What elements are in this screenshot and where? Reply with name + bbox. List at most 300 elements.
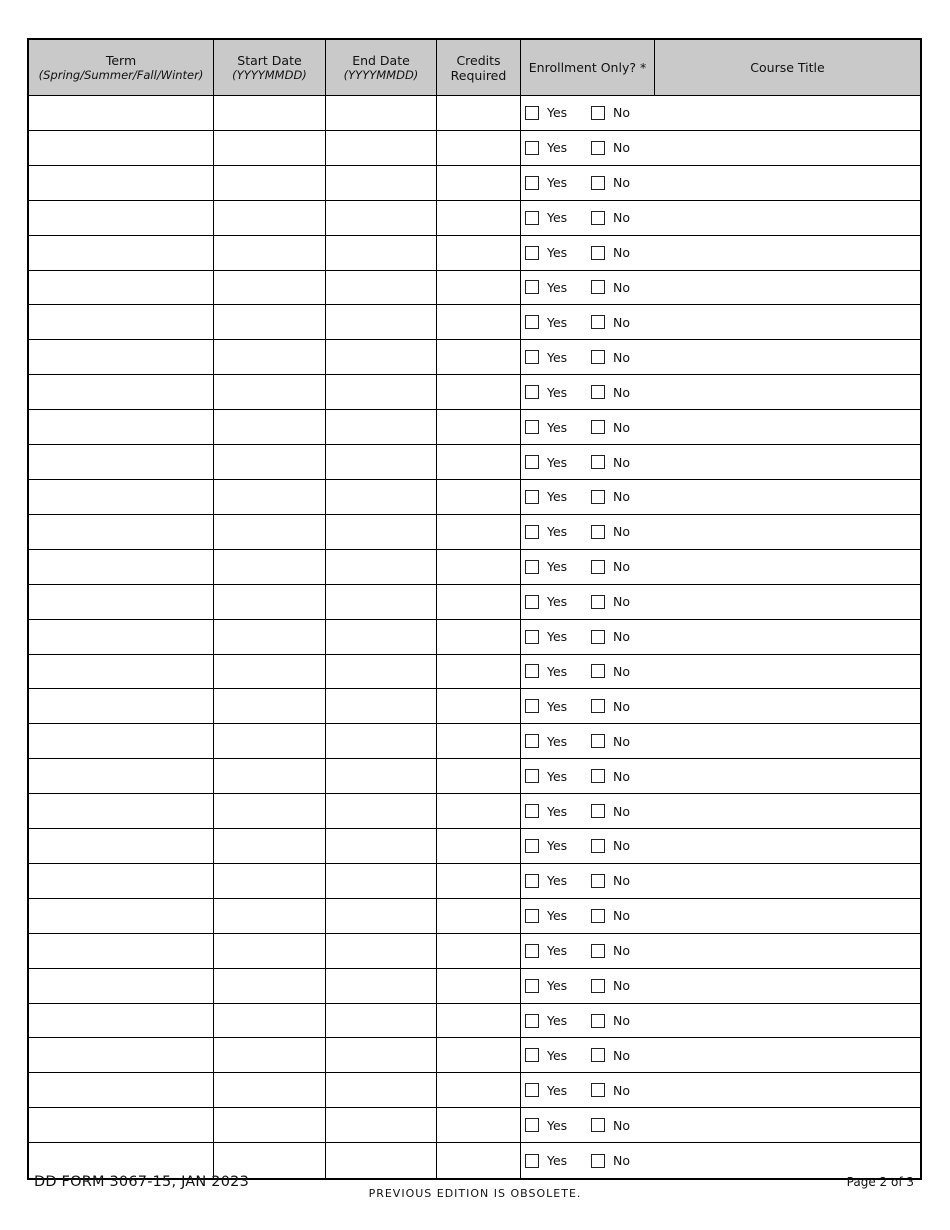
no-checkbox[interactable] — [591, 211, 605, 225]
yes-option[interactable] — [525, 629, 591, 644]
end-date-field[interactable] — [326, 724, 437, 758]
term-field[interactable] — [29, 1038, 214, 1072]
no-option[interactable] — [591, 594, 630, 609]
no-checkbox[interactable] — [591, 769, 605, 783]
credits-field[interactable] — [437, 271, 521, 305]
enrollment-cell — [521, 236, 920, 270]
yes-checkbox[interactable] — [525, 176, 539, 190]
no-option[interactable] — [591, 629, 630, 644]
end-date-field[interactable] — [326, 620, 437, 654]
start-date-field[interactable] — [214, 724, 326, 758]
start-date-field[interactable] — [214, 759, 326, 793]
yes-option[interactable] — [525, 105, 591, 120]
enrollment-cell — [521, 689, 920, 723]
no-option[interactable] — [591, 1118, 630, 1133]
term-field[interactable] — [29, 899, 214, 933]
no-checkbox[interactable] — [591, 385, 605, 399]
credits-field[interactable] — [437, 794, 521, 828]
end-date-field[interactable] — [326, 305, 437, 339]
no-option[interactable] — [591, 873, 630, 888]
credits-field[interactable] — [437, 724, 521, 758]
enrollment-cell — [521, 1143, 920, 1178]
no-option[interactable] — [591, 175, 630, 190]
yes-option[interactable] — [525, 350, 591, 365]
credits-field[interactable] — [437, 201, 521, 235]
no-option[interactable] — [591, 664, 630, 679]
credits-field[interactable] — [437, 585, 521, 619]
yes-checkbox[interactable] — [525, 455, 539, 469]
table-row — [29, 271, 920, 306]
table-row — [29, 480, 920, 515]
start-date-field[interactable] — [214, 515, 326, 549]
yes-checkbox[interactable] — [525, 1014, 539, 1028]
term-field[interactable] — [29, 759, 214, 793]
credits-field[interactable] — [437, 1108, 521, 1142]
start-date-field[interactable] — [214, 480, 326, 514]
yes-option[interactable] — [525, 315, 591, 330]
no-checkbox[interactable] — [591, 839, 605, 853]
no-checkbox[interactable] — [591, 176, 605, 190]
end-date-field[interactable] — [326, 96, 437, 130]
start-date-field[interactable] — [214, 689, 326, 723]
yes-label: Yes — [547, 978, 568, 994]
yes-checkbox[interactable] — [525, 979, 539, 993]
no-checkbox[interactable] — [591, 1154, 605, 1168]
enrollment-cell — [521, 1038, 920, 1072]
term-field[interactable] — [29, 585, 214, 619]
no-checkbox[interactable] — [591, 315, 605, 329]
yes-checkbox[interactable] — [525, 141, 539, 155]
no-checkbox[interactable] — [591, 455, 605, 469]
credits-field[interactable] — [437, 515, 521, 549]
no-option[interactable] — [591, 1013, 630, 1028]
credits-field[interactable] — [437, 1073, 521, 1107]
table-row — [29, 1038, 920, 1073]
term-field[interactable] — [29, 1108, 214, 1142]
no-option[interactable] — [591, 420, 630, 435]
yes-label: Yes — [547, 698, 568, 714]
yes-option[interactable] — [525, 1153, 591, 1168]
no-option[interactable] — [591, 699, 630, 714]
no-option[interactable] — [591, 455, 630, 470]
yes-checkbox[interactable] — [525, 490, 539, 504]
yes-label: Yes — [547, 489, 568, 505]
no-label: No — [613, 454, 630, 470]
end-date-field[interactable] — [326, 899, 437, 933]
no-checkbox[interactable] — [591, 560, 605, 574]
no-checkbox[interactable] — [591, 804, 605, 818]
header-credits — [437, 40, 521, 95]
no-label: No — [613, 733, 630, 749]
start-date-field[interactable] — [214, 1143, 326, 1178]
enrollment-cell — [521, 480, 920, 514]
start-date-field[interactable] — [214, 445, 326, 479]
yes-option[interactable] — [525, 280, 591, 295]
yes-checkbox[interactable] — [525, 560, 539, 574]
table-body — [29, 96, 920, 1178]
header-end-label: End Date — [352, 52, 410, 68]
yes-option[interactable] — [525, 210, 591, 225]
end-date-field[interactable] — [326, 480, 437, 514]
yes-checkbox[interactable] — [525, 769, 539, 783]
yes-checkbox[interactable] — [525, 874, 539, 888]
yes-checkbox[interactable] — [525, 525, 539, 539]
no-checkbox[interactable] — [591, 699, 605, 713]
term-field[interactable] — [29, 236, 214, 270]
page-number: Page 2 of 3 — [846, 1175, 914, 1189]
no-label: No — [613, 1153, 630, 1169]
credits-field[interactable] — [437, 759, 521, 793]
end-date-field[interactable] — [326, 655, 437, 689]
no-checkbox[interactable] — [591, 734, 605, 748]
yes-option[interactable] — [525, 978, 591, 993]
credits-field[interactable] — [437, 655, 521, 689]
header-credits-line2: Required — [450, 67, 507, 83]
credits-field[interactable] — [437, 410, 521, 444]
no-label: No — [613, 559, 630, 575]
start-date-field[interactable] — [214, 271, 326, 305]
credits-field[interactable] — [437, 445, 521, 479]
no-checkbox[interactable] — [591, 909, 605, 923]
start-date-field[interactable] — [214, 96, 326, 130]
yes-option[interactable] — [525, 734, 591, 749]
term-field[interactable] — [29, 829, 214, 863]
yes-label: Yes — [547, 384, 568, 400]
start-date-field[interactable] — [214, 794, 326, 828]
no-option[interactable] — [591, 1153, 630, 1168]
no-option[interactable] — [591, 315, 630, 330]
term-field[interactable] — [29, 305, 214, 339]
no-label: No — [613, 908, 630, 924]
term-field[interactable] — [29, 515, 214, 549]
no-option[interactable] — [591, 769, 630, 784]
yes-checkbox[interactable] — [525, 385, 539, 399]
yes-checkbox[interactable] — [525, 734, 539, 748]
term-field[interactable] — [29, 689, 214, 723]
term-field[interactable] — [29, 410, 214, 444]
start-date-field[interactable] — [214, 305, 326, 339]
end-date-field[interactable] — [326, 794, 437, 828]
yes-checkbox[interactable] — [525, 106, 539, 120]
yes-option[interactable] — [525, 664, 591, 679]
start-date-field[interactable] — [214, 585, 326, 619]
term-field[interactable] — [29, 375, 214, 409]
yes-checkbox[interactable] — [525, 839, 539, 853]
header-enrollment-label: Enrollment Only? * — [528, 60, 647, 75]
term-field[interactable] — [29, 1143, 214, 1178]
term-field[interactable] — [29, 271, 214, 305]
end-date-field[interactable] — [326, 1143, 437, 1178]
credits-field[interactable] — [437, 829, 521, 863]
term-field[interactable] — [29, 969, 214, 1003]
no-option[interactable] — [591, 804, 630, 819]
no-option[interactable] — [591, 280, 630, 295]
credits-field[interactable] — [437, 934, 521, 968]
credits-field[interactable] — [437, 550, 521, 584]
yes-label: Yes — [547, 419, 568, 435]
yes-checkbox[interactable] — [525, 315, 539, 329]
enrollment-cell — [521, 410, 920, 444]
no-option[interactable] — [591, 140, 630, 155]
credits-field[interactable] — [437, 375, 521, 409]
yes-label: Yes — [547, 803, 568, 819]
table-row — [29, 1073, 920, 1108]
yes-checkbox[interactable] — [525, 699, 539, 713]
term-field[interactable] — [29, 480, 214, 514]
term-field[interactable] — [29, 201, 214, 235]
end-date-field[interactable] — [326, 201, 437, 235]
yes-label: Yes — [547, 349, 568, 365]
no-checkbox[interactable] — [591, 420, 605, 434]
term-field[interactable] — [29, 794, 214, 828]
no-checkbox[interactable] — [591, 280, 605, 294]
no-option[interactable] — [591, 1083, 630, 1098]
no-label: No — [613, 1013, 630, 1029]
no-checkbox[interactable] — [591, 525, 605, 539]
table-row — [29, 934, 920, 969]
end-date-field[interactable] — [326, 864, 437, 898]
yes-option[interactable] — [525, 489, 591, 504]
no-option[interactable] — [591, 105, 630, 120]
start-date-field[interactable] — [214, 620, 326, 654]
yes-checkbox[interactable] — [525, 211, 539, 225]
yes-option[interactable] — [525, 769, 591, 784]
no-checkbox[interactable] — [591, 1014, 605, 1028]
start-date-field[interactable] — [214, 375, 326, 409]
end-date-field[interactable] — [326, 166, 437, 200]
end-date-field[interactable] — [326, 410, 437, 444]
yes-option[interactable] — [525, 385, 591, 400]
term-field[interactable] — [29, 724, 214, 758]
yes-checkbox[interactable] — [525, 804, 539, 818]
yes-label: Yes — [547, 314, 568, 330]
no-checkbox[interactable] — [591, 1048, 605, 1062]
yes-checkbox[interactable] — [525, 280, 539, 294]
no-option[interactable] — [591, 734, 630, 749]
yes-checkbox[interactable] — [525, 1154, 539, 1168]
yes-checkbox[interactable] — [525, 1048, 539, 1062]
end-date-field[interactable] — [326, 759, 437, 793]
yes-option[interactable] — [525, 838, 591, 853]
term-field[interactable] — [29, 96, 214, 130]
no-checkbox[interactable] — [591, 630, 605, 644]
credits-field[interactable] — [437, 1004, 521, 1038]
start-date-field[interactable] — [214, 410, 326, 444]
end-date-field[interactable] — [326, 829, 437, 863]
start-date-field[interactable] — [214, 969, 326, 1003]
term-field[interactable] — [29, 131, 214, 165]
start-date-field[interactable] — [214, 236, 326, 270]
yes-checkbox[interactable] — [525, 350, 539, 364]
yes-option[interactable] — [525, 245, 591, 260]
no-option[interactable] — [591, 1048, 630, 1063]
start-date-field[interactable] — [214, 131, 326, 165]
credits-field[interactable] — [437, 340, 521, 374]
term-field[interactable] — [29, 340, 214, 374]
table-row — [29, 550, 920, 585]
no-option[interactable] — [591, 838, 630, 853]
end-date-field[interactable] — [326, 969, 437, 1003]
end-date-field[interactable] — [326, 375, 437, 409]
table-row — [29, 1004, 920, 1039]
credits-field[interactable] — [437, 480, 521, 514]
term-field[interactable] — [29, 655, 214, 689]
no-checkbox[interactable] — [591, 979, 605, 993]
no-checkbox[interactable] — [591, 1118, 605, 1132]
end-date-field[interactable] — [326, 515, 437, 549]
no-checkbox[interactable] — [591, 141, 605, 155]
end-date-field[interactable] — [326, 689, 437, 723]
term-field[interactable] — [29, 1073, 214, 1107]
header-course-title — [655, 40, 920, 95]
no-checkbox[interactable] — [591, 246, 605, 260]
yes-checkbox[interactable] — [525, 420, 539, 434]
term-field[interactable] — [29, 620, 214, 654]
start-date-field[interactable] — [214, 340, 326, 374]
no-checkbox[interactable] — [591, 595, 605, 609]
term-field[interactable] — [29, 1004, 214, 1038]
end-date-field[interactable] — [326, 236, 437, 270]
credits-field[interactable] — [437, 899, 521, 933]
credits-field[interactable] — [437, 864, 521, 898]
no-option[interactable] — [591, 489, 630, 504]
no-option[interactable] — [591, 210, 630, 225]
yes-option[interactable] — [525, 1048, 591, 1063]
enrollment-cell — [521, 515, 920, 549]
no-checkbox[interactable] — [591, 1083, 605, 1097]
end-date-field[interactable] — [326, 550, 437, 584]
yes-option[interactable] — [525, 594, 591, 609]
end-date-field[interactable] — [326, 934, 437, 968]
yes-checkbox[interactable] — [525, 664, 539, 678]
credits-field[interactable] — [437, 1038, 521, 1072]
no-option[interactable] — [591, 943, 630, 958]
yes-option[interactable] — [525, 1083, 591, 1098]
start-date-field[interactable] — [214, 1004, 326, 1038]
start-date-field[interactable] — [214, 655, 326, 689]
term-field[interactable] — [29, 445, 214, 479]
yes-option[interactable] — [525, 908, 591, 923]
yes-option[interactable] — [525, 140, 591, 155]
no-option[interactable] — [591, 559, 630, 574]
table-row — [29, 201, 920, 236]
no-option[interactable] — [591, 385, 630, 400]
enrollment-cell — [521, 655, 920, 689]
start-date-field[interactable] — [214, 550, 326, 584]
yes-option[interactable] — [525, 559, 591, 574]
credits-field[interactable] — [437, 969, 521, 1003]
start-date-field[interactable] — [214, 1108, 326, 1142]
yes-label: Yes — [547, 733, 568, 749]
no-checkbox[interactable] — [591, 944, 605, 958]
credits-field[interactable] — [437, 166, 521, 200]
no-label: No — [613, 279, 630, 295]
yes-checkbox[interactable] — [525, 246, 539, 260]
yes-option[interactable] — [525, 455, 591, 470]
end-date-field[interactable] — [326, 131, 437, 165]
table-row — [29, 305, 920, 340]
yes-checkbox[interactable] — [525, 944, 539, 958]
no-option[interactable] — [591, 245, 630, 260]
start-date-field[interactable] — [214, 1073, 326, 1107]
end-date-field[interactable] — [326, 585, 437, 619]
no-checkbox[interactable] — [591, 664, 605, 678]
yes-checkbox[interactable] — [525, 630, 539, 644]
term-field[interactable] — [29, 934, 214, 968]
term-field[interactable] — [29, 550, 214, 584]
yes-option[interactable] — [525, 420, 591, 435]
credits-field[interactable] — [437, 1143, 521, 1178]
end-date-field[interactable] — [326, 340, 437, 374]
end-date-field[interactable] — [326, 1004, 437, 1038]
table-row — [29, 1143, 920, 1178]
credits-field[interactable] — [437, 236, 521, 270]
enrollment-cell — [521, 445, 920, 479]
no-option[interactable] — [591, 908, 630, 923]
no-checkbox[interactable] — [591, 874, 605, 888]
yes-label: Yes — [547, 1082, 568, 1098]
credits-field[interactable] — [437, 620, 521, 654]
term-field[interactable] — [29, 166, 214, 200]
header-start-date — [214, 40, 326, 95]
start-date-field[interactable] — [214, 864, 326, 898]
credits-field[interactable] — [437, 96, 521, 130]
table-row — [29, 1108, 920, 1143]
credits-field[interactable] — [437, 689, 521, 723]
no-checkbox[interactable] — [591, 350, 605, 364]
end-date-field[interactable] — [326, 271, 437, 305]
yes-option[interactable] — [525, 524, 591, 539]
yes-option[interactable] — [525, 873, 591, 888]
yes-option[interactable] — [525, 943, 591, 958]
yes-label: Yes — [547, 245, 568, 261]
yes-checkbox[interactable] — [525, 1118, 539, 1132]
end-date-field[interactable] — [326, 1073, 437, 1107]
yes-checkbox[interactable] — [525, 909, 539, 923]
no-label: No — [613, 873, 630, 889]
end-date-field[interactable] — [326, 1038, 437, 1072]
credits-field[interactable] — [437, 131, 521, 165]
no-option[interactable] — [591, 978, 630, 993]
no-checkbox[interactable] — [591, 106, 605, 120]
yes-option[interactable] — [525, 804, 591, 819]
no-option[interactable] — [591, 350, 630, 365]
yes-label: Yes — [547, 105, 568, 121]
yes-option[interactable] — [525, 699, 591, 714]
start-date-field[interactable] — [214, 899, 326, 933]
no-option[interactable] — [591, 524, 630, 539]
end-date-field[interactable] — [326, 445, 437, 479]
no-checkbox[interactable] — [591, 490, 605, 504]
start-date-field[interactable] — [214, 166, 326, 200]
start-date-field[interactable] — [214, 201, 326, 235]
table-row — [29, 445, 920, 480]
yes-checkbox[interactable] — [525, 1083, 539, 1097]
credits-field[interactable] — [437, 305, 521, 339]
end-date-field[interactable] — [326, 1108, 437, 1142]
yes-checkbox[interactable] — [525, 595, 539, 609]
enrollment-cell — [521, 131, 920, 165]
start-date-field[interactable] — [214, 1038, 326, 1072]
term-field[interactable] — [29, 864, 214, 898]
yes-option[interactable] — [525, 1013, 591, 1028]
yes-label: Yes — [547, 1117, 568, 1133]
yes-option[interactable] — [525, 175, 591, 190]
enrollment-cell — [521, 759, 920, 793]
start-date-field[interactable] — [214, 829, 326, 863]
start-date-field[interactable] — [214, 934, 326, 968]
yes-option[interactable] — [525, 1118, 591, 1133]
